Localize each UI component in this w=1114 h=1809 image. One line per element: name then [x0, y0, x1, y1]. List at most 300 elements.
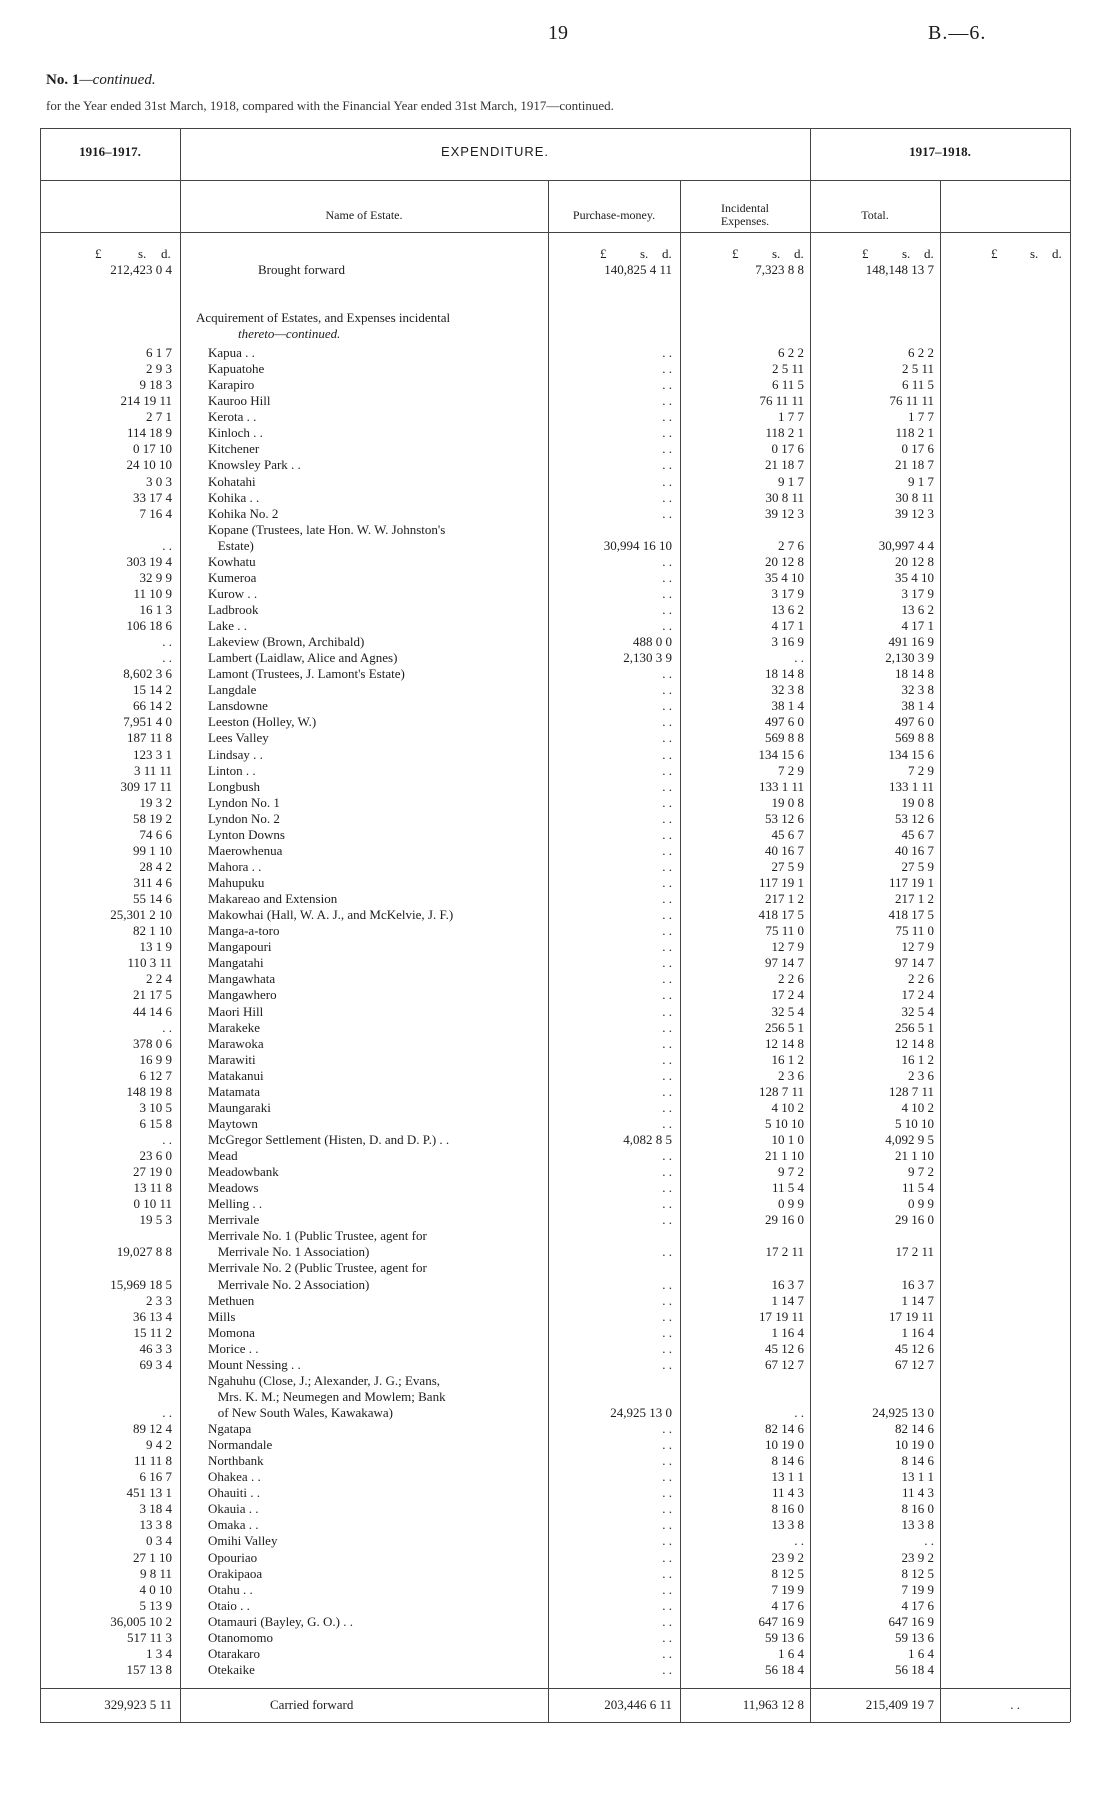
cell-total: 2 2 6	[908, 971, 934, 987]
cell-1916: 15,969 18 5	[110, 1276, 172, 1292]
cell-1916: 110 3 11	[127, 955, 172, 971]
cell-purchase: . .	[662, 666, 672, 682]
name-of-estate-header: Name of Estate.	[325, 208, 403, 222]
cell-purchase: . .	[662, 891, 672, 906]
year-right-header: 1917–1918.	[909, 144, 971, 159]
cell-incidental: 56 18 4	[765, 1661, 804, 1677]
unit-label: £	[732, 246, 739, 261]
table-row	[0, 923, 1114, 939]
cell-1916: 214 19 11	[120, 393, 172, 409]
cell-purchase: . .	[662, 1196, 672, 1212]
estate-name: Ngatapa	[208, 1421, 252, 1436]
estate-name: Mahupuku	[208, 875, 265, 890]
cell-incidental: 17 2 4	[771, 987, 804, 1003]
cell-incidental: 76 11 11	[759, 393, 804, 409]
table-row	[0, 795, 1114, 811]
cell-1916: 74 6 6	[139, 826, 172, 842]
cell-incidental: 134 15 6	[758, 746, 804, 762]
cell-purchase: . .	[662, 553, 672, 569]
cell-1916: 106 18 6	[126, 618, 172, 633]
table-row	[0, 586, 1114, 602]
cell-purchase: . .	[662, 682, 672, 698]
cell-1916: 114 18 9	[126, 425, 172, 441]
cell-purchase: 4,082 8 5	[623, 1131, 672, 1147]
cell-incidental: 9 1 7	[778, 473, 804, 489]
purchase-money-header: Purchase-money.	[572, 208, 656, 222]
cell-1916: 36,005 10 2	[110, 1613, 172, 1629]
cell-incidental: 53 12 6	[765, 810, 804, 826]
table-row	[0, 457, 1114, 473]
cell-incidental: 217 1 2	[765, 891, 804, 906]
cell-purchase: . .	[662, 1180, 672, 1196]
year-left-header: 1916–1917.	[79, 144, 141, 159]
cell-total: 12 7 9	[901, 939, 934, 955]
estate-name: Mahora . .	[208, 858, 262, 874]
table-row	[0, 1325, 1114, 1341]
estate-name: Maerowhenua	[208, 842, 283, 858]
brought-forward-label: Brought forward	[258, 262, 346, 277]
cell-1916: 13 1 9	[139, 939, 172, 955]
cell-purchase: . .	[662, 842, 672, 858]
table-row	[0, 409, 1114, 425]
table-row	[0, 522, 1114, 538]
estate-name: Lansdowne	[208, 698, 268, 714]
cell-incidental: 8 14 6	[771, 1453, 804, 1469]
table-continued: —continued.	[79, 72, 156, 88]
cell-incidental: 12 14 8	[765, 1035, 804, 1051]
cell-total: 13 3 8	[901, 1517, 934, 1533]
cell-1916: 9 18 3	[139, 377, 172, 393]
cell-total: 1 14 7	[901, 1292, 934, 1308]
estate-name: Ohauiti . .	[208, 1485, 260, 1501]
cell-purchase: . .	[662, 1613, 672, 1629]
cell-total: 11 5 4	[901, 1180, 934, 1196]
table-title	[46, 72, 156, 89]
table-row	[0, 1662, 1114, 1678]
cell-1916: 7,951 4 0	[123, 714, 172, 730]
cell-incidental: 40 16 7	[765, 842, 804, 858]
cell-incidental: 2 2 6	[778, 971, 804, 987]
cell-incidental: 38 1 4	[771, 698, 804, 714]
estate-name: Lambert (Laidlaw, Alice and Agnes)	[208, 650, 398, 666]
estate-name: McGregor Settlement (Histen, D. and D. P.) . .	[208, 1131, 450, 1147]
table-row	[0, 1453, 1114, 1469]
unit-labels	[40, 246, 172, 262]
cell-purchase: . .	[662, 1099, 672, 1115]
cell-purchase: . .	[662, 1469, 672, 1485]
cell-incidental: 0 9 9	[778, 1196, 804, 1212]
cell-purchase: . .	[662, 794, 672, 810]
table-row	[0, 1052, 1114, 1068]
cell-total: 39 12 3	[895, 505, 934, 521]
cell-purchase: . .	[662, 1051, 672, 1067]
cell-total: 32 5 4	[901, 1003, 934, 1019]
table-row	[0, 1373, 1114, 1389]
unit-label: d.	[662, 246, 672, 261]
cell-1916: 7 16 4	[139, 505, 172, 521]
table-row	[0, 1630, 1114, 1646]
table-row	[0, 1148, 1114, 1164]
cell-purchase: . .	[662, 746, 672, 762]
cell-purchase: . .	[662, 1437, 672, 1453]
table-row	[0, 827, 1114, 843]
cell-purchase: . .	[662, 1148, 672, 1163]
cell-purchase: . .	[662, 345, 672, 360]
cell-purchase: . .	[662, 441, 672, 457]
cell-purchase: . .	[662, 1549, 672, 1565]
cell-total: 1 16 4	[901, 1324, 934, 1340]
table-row	[0, 907, 1114, 923]
cell-incidental: 418 17 5	[758, 907, 804, 923]
cell-purchase: . .	[662, 810, 672, 826]
incidental-expenses-header	[680, 202, 810, 228]
table-row	[0, 618, 1114, 634]
table-row	[0, 1260, 1114, 1276]
unit-label: d.	[924, 246, 934, 261]
cell-incidental: 0 17 6	[771, 441, 804, 457]
cell-1916: 32 9 9	[139, 569, 172, 585]
cell-incidental: 497 6 0	[765, 714, 804, 730]
cell-incidental: 32 5 4	[771, 1003, 804, 1019]
estate-name: Otaio . .	[208, 1597, 250, 1613]
cell-incidental: 19 0 8	[771, 794, 804, 810]
brought-forward-incidental: 7,323 8 8	[755, 262, 804, 277]
cell-incidental: 11 5 4	[771, 1180, 804, 1196]
estate-name: Kopane (Trustees, late Hon. W. W. Johnston's	[208, 521, 446, 537]
table-row	[0, 1277, 1114, 1293]
cell-1916: 3 0 3	[146, 473, 172, 489]
document-reference: B.—6.	[928, 22, 987, 44]
cell-total: 9 7 2	[908, 1164, 934, 1180]
cell-1916: 9 8 11	[139, 1565, 172, 1581]
cell-incidental: 2 5 11	[771, 361, 804, 377]
cell-incidental: 30 8 11	[765, 489, 804, 505]
estate-name: Meadows	[208, 1180, 259, 1196]
cell-1916: 89 12 4	[133, 1421, 172, 1436]
carried-forward-label: Carried forward	[270, 1697, 354, 1712]
cell-total: 256 5 1	[895, 1019, 934, 1035]
cell-incidental: . .	[794, 650, 804, 666]
cell-1916: 19 5 3	[139, 1212, 172, 1228]
expenditure-header: EXPENDITURE.	[440, 144, 550, 159]
cell-total: 21 1 10	[895, 1148, 934, 1163]
cell-purchase: . .	[662, 602, 672, 617]
unit-labels	[680, 246, 804, 262]
cell-total: 8 12 5	[901, 1565, 934, 1581]
estate-name: Lyndon No. 1	[208, 794, 280, 810]
table-row	[0, 1405, 1114, 1421]
cell-1916: 16 9 9	[139, 1051, 172, 1067]
cell-purchase: . .	[662, 1276, 672, 1292]
estate-name: Otekaike	[208, 1661, 255, 1677]
carried-forward-row	[0, 1697, 1114, 1713]
cell-purchase: 2,130 3 9	[623, 650, 672, 666]
table-top-rule	[40, 128, 1070, 129]
brought-forward-1916: 212,423 0 4	[110, 262, 172, 277]
cell-incidental: 3 16 9	[771, 634, 804, 650]
unit-label: £	[991, 246, 998, 261]
cell-1916: 11 11 8	[133, 1453, 172, 1469]
cell-1916: 23 6 0	[139, 1148, 172, 1163]
cell-purchase: . .	[662, 762, 672, 778]
table-row	[0, 1550, 1114, 1566]
cell-1916: 303 19 4	[126, 553, 172, 569]
cell-total: 27 5 9	[901, 858, 934, 874]
table-row	[0, 1566, 1114, 1582]
cell-1916: 33 17 4	[133, 489, 172, 505]
estate-name: Merrivale No. 2 Association)	[208, 1276, 370, 1292]
table-row	[0, 987, 1114, 1003]
estate-name: Merrivale	[208, 1212, 260, 1228]
cell-total: 1 6 4	[908, 1645, 934, 1661]
cell-1916: 311 4 6	[133, 875, 172, 890]
cell-1916: 11 10 9	[133, 585, 172, 601]
estate-name: Mrs. K. M.; Neumegen and Mowlem; Bank	[208, 1388, 446, 1404]
cell-1916: 55 14 6	[133, 891, 172, 906]
cell-purchase: . .	[662, 1565, 672, 1581]
cell-total: 13 6 2	[901, 602, 934, 617]
cell-purchase: 30,994 16 10	[603, 537, 672, 553]
page-number: 19	[548, 22, 568, 44]
cell-purchase: . .	[662, 1533, 672, 1549]
table-row	[0, 875, 1114, 891]
cell-total: 12 14 8	[895, 1035, 934, 1051]
estate-name: Momona	[208, 1324, 255, 1340]
cell-purchase: . .	[662, 778, 672, 794]
estate-name: Maytown	[208, 1115, 258, 1131]
estate-name: of New South Wales, Kawakawa)	[208, 1405, 393, 1420]
table-row	[0, 859, 1114, 875]
cell-1916: 3 11 11	[133, 762, 172, 778]
table-row	[0, 1116, 1114, 1132]
cell-purchase: . .	[662, 858, 672, 874]
table-row	[0, 570, 1114, 586]
cell-purchase: . .	[662, 698, 672, 714]
cell-purchase: . .	[662, 971, 672, 987]
estate-name: Lakeview (Brown, Archibald)	[208, 634, 365, 650]
cell-purchase: . .	[662, 923, 672, 939]
estate-name: Manga-a-toro	[208, 923, 280, 939]
estate-name: Northbank	[208, 1453, 264, 1469]
cell-total: 17 19 11	[888, 1308, 934, 1324]
cell-total: 6 2 2	[908, 345, 934, 360]
cell-total: 45 12 6	[895, 1340, 934, 1356]
estate-name: Omihi Valley	[208, 1533, 278, 1549]
cell-incidental: 569 8 8	[765, 730, 804, 746]
table-row	[0, 1533, 1114, 1549]
estate-name: Knowsley Park . .	[208, 457, 301, 473]
cell-1916: 24 10 10	[126, 457, 172, 473]
estate-name: Opouriao	[208, 1549, 258, 1565]
estate-name: Mangapouri	[208, 939, 272, 955]
cell-total: 56 18 4	[895, 1661, 934, 1677]
cell-1916: 44 14 6	[133, 1003, 172, 1019]
estate-name: Lynton Downs	[208, 826, 285, 842]
cell-incidental: 45 6 7	[771, 826, 804, 842]
cell-total: 38 1 4	[901, 698, 934, 714]
cell-purchase: . .	[662, 377, 672, 393]
table-row	[0, 955, 1114, 971]
cell-incidental: 5 10 10	[765, 1115, 804, 1131]
estate-name: Merrivale No. 1 (Public Trustee, agent for	[208, 1228, 427, 1244]
cell-purchase: . .	[662, 1003, 672, 1019]
cell-1916: 15 14 2	[133, 682, 172, 698]
cell-total: 40 16 7	[895, 842, 934, 858]
cell-1916: . .	[162, 650, 172, 666]
cell-total: 4 10 2	[901, 1099, 934, 1115]
cell-purchase: . .	[662, 1421, 672, 1436]
unit-label: d.	[1052, 246, 1062, 261]
cell-purchase: . .	[662, 1212, 672, 1228]
cell-total: 2,130 3 9	[885, 650, 934, 666]
estate-name: Lamont (Trustees, J. Lamont's Estate)	[208, 666, 405, 682]
table-row	[0, 1180, 1114, 1196]
table-row	[0, 1309, 1114, 1325]
estate-name: Kumeroa	[208, 569, 257, 585]
cell-incidental: 39 12 3	[765, 505, 804, 521]
table-row	[0, 891, 1114, 907]
table-row	[0, 345, 1114, 361]
cell-total: 18 14 8	[895, 666, 934, 682]
brought-forward-total: 148,148 13 7	[865, 262, 934, 277]
cell-total: 76 11 11	[889, 393, 934, 409]
cell-1916: 6 1 7	[146, 345, 172, 360]
estate-name: Kohatahi	[208, 473, 256, 489]
cell-incidental: 128 7 11	[758, 1083, 804, 1099]
cell-total: 67 12 7	[895, 1356, 934, 1372]
cell-total: 3 17 9	[901, 585, 934, 601]
table-row	[0, 490, 1114, 506]
carried-forward-incidental: 11,963 12 8	[742, 1697, 804, 1712]
cell-1916: 36 13 4	[133, 1308, 172, 1324]
cell-total: 35 4 10	[895, 569, 934, 585]
table-row	[0, 1132, 1114, 1148]
cell-purchase: . .	[662, 939, 672, 955]
table-row	[0, 1357, 1114, 1373]
cell-purchase: . .	[662, 1019, 672, 1035]
table-row	[0, 843, 1114, 859]
cell-total: 117 19 1	[888, 875, 934, 890]
table-row	[0, 682, 1114, 698]
cell-total: 30,997 4 4	[878, 537, 934, 553]
estate-name: Leeston (Holley, W.)	[208, 714, 317, 730]
cell-incidental: 133 1 11	[758, 778, 804, 794]
cell-total: 0 9 9	[908, 1196, 934, 1212]
cell-1916: 2 2 4	[146, 971, 172, 987]
cell-total: 4 17 1	[901, 618, 934, 633]
cell-1916: . .	[162, 1405, 172, 1420]
cell-1916: 21 17 5	[133, 987, 172, 1003]
cell-purchase: . .	[662, 730, 672, 746]
table-row	[0, 763, 1114, 779]
cell-purchase: . .	[662, 1083, 672, 1099]
cell-1916: 4 0 10	[139, 1581, 172, 1597]
unit-label: s.	[138, 246, 147, 261]
estate-name: Marawiti	[208, 1051, 256, 1067]
cell-1916: . .	[162, 1131, 172, 1147]
estate-name: Kohika No. 2	[208, 505, 279, 521]
cell-1916: 8,602 3 6	[123, 666, 172, 682]
cell-purchase: . .	[662, 1661, 672, 1677]
cell-purchase: . .	[662, 1324, 672, 1340]
estate-name: Ohakea . .	[208, 1469, 261, 1485]
cell-purchase: . .	[662, 1244, 672, 1260]
cell-purchase: . .	[662, 987, 672, 1003]
table-row	[0, 506, 1114, 522]
cell-total: 20 12 8	[895, 553, 934, 569]
table-row	[0, 1646, 1114, 1662]
cell-incidental: 117 19 1	[758, 875, 804, 890]
cell-purchase: . .	[662, 409, 672, 425]
estate-name: Estate)	[208, 537, 254, 553]
cell-incidental: 4 17 1	[771, 618, 804, 633]
table-row	[0, 1020, 1114, 1036]
table-row	[0, 1068, 1114, 1084]
cell-total: 29 16 0	[895, 1212, 934, 1228]
total-header: Total.	[861, 208, 889, 222]
cell-1916: 19,027 8 8	[116, 1244, 172, 1260]
table-row	[0, 650, 1114, 666]
table-row	[0, 1084, 1114, 1100]
brought-forward-purchase: 140,825 4 11	[604, 262, 672, 277]
brought-forward-row	[0, 262, 1114, 278]
estate-name: Mangawhero	[208, 987, 277, 1003]
header-rule	[40, 180, 1070, 181]
cell-incidental: 6 11 5	[771, 377, 804, 393]
cell-1916: 3 10 5	[139, 1099, 172, 1115]
estate-name: Mead	[208, 1148, 238, 1163]
cell-incidental: 4 10 2	[771, 1099, 804, 1115]
unit-label: £	[862, 246, 869, 261]
cell-total: 16 1 2	[901, 1051, 934, 1067]
cell-total: 133 1 11	[888, 778, 934, 794]
cell-1916: 451 13 1	[126, 1485, 172, 1501]
cell-purchase: . .	[662, 489, 672, 505]
estate-name: Omaka . .	[208, 1517, 259, 1533]
cell-total: 10 19 0	[895, 1437, 934, 1453]
estate-name: Kowhatu	[208, 553, 256, 569]
unit-label: s.	[772, 246, 781, 261]
estate-name: Kitchener	[208, 441, 260, 457]
cell-1916: 6 16 7	[139, 1469, 172, 1485]
cell-1916: 25,301 2 10	[110, 907, 172, 923]
cell-total: 59 13 6	[895, 1629, 934, 1645]
cell-total: 11 4 3	[901, 1485, 934, 1501]
cell-incidental: 18 14 8	[765, 666, 804, 682]
cell-incidental: 35 4 10	[765, 569, 804, 585]
cell-total: 4,092 9 5	[885, 1131, 934, 1147]
cell-1916: 148 19 8	[126, 1083, 172, 1099]
cell-total: 17 2 11	[895, 1244, 934, 1260]
table-row	[0, 441, 1114, 457]
cell-incidental: 16 3 7	[771, 1276, 804, 1292]
cell-1916: 28 4 2	[139, 858, 172, 874]
cell-total: 13 1 1	[901, 1469, 934, 1485]
cell-incidental: 21 1 10	[765, 1148, 804, 1163]
cell-total: 7 2 9	[908, 762, 934, 778]
cell-incidental: 17 2 11	[765, 1244, 804, 1260]
cell-purchase: . .	[662, 1453, 672, 1469]
cell-1916: 6 12 7	[139, 1067, 172, 1083]
cell-purchase: . .	[662, 425, 672, 441]
cell-total: 9 1 7	[908, 473, 934, 489]
table-row	[0, 1196, 1114, 1212]
estate-name: Kohika . .	[208, 489, 260, 505]
cell-total: 24,925 13 0	[872, 1405, 934, 1420]
cell-1916: 9 4 2	[146, 1437, 172, 1453]
cell-purchase: . .	[662, 473, 672, 489]
cell-1916: 13 11 8	[133, 1180, 172, 1196]
